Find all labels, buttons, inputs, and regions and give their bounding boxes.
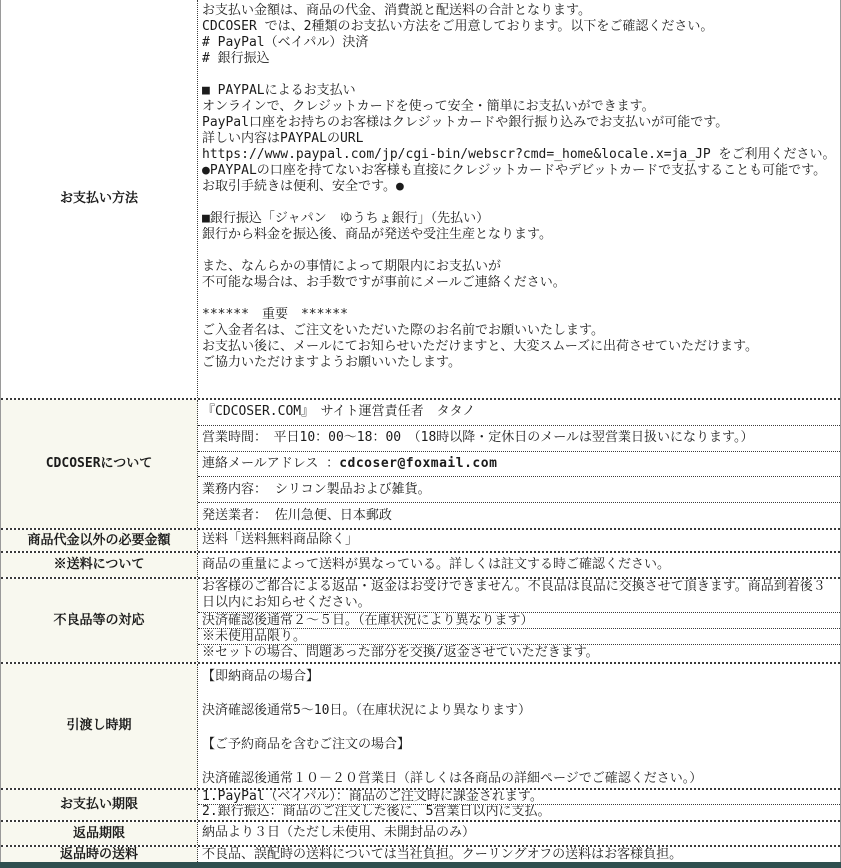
text-line: お支払い金額は、商品の代金、消費説と配送料の合計となります。 — [202, 3, 591, 18]
row-header-payment-method: お支払い方法 — [1, 0, 198, 398]
text-line: 銀行から料金を振込後、商品が発送や受注生産となります。 — [202, 227, 552, 242]
defects-processing-time: 決済確認後通常２～５日。（在庫状況により異なります） — [198, 613, 840, 629]
return-shipping-content — [198, 847, 840, 862]
row-payment-deadline — [1, 788, 840, 820]
shipping-note-content — [198, 553, 840, 577]
defects-content — [198, 579, 840, 662]
blank-line — [198, 243, 840, 259]
shipping-note-text: 商品の重量によって送料が異なっている。詳しくは註文する時ご確認ください。 — [202, 557, 671, 572]
text-line: 詳しい内容はPAYPALのURL — [202, 131, 364, 146]
business-hours-cell: 営業時間： 平日10：00～18：00 （18時以降・定休日のメールは翌営業日扱いになります。） — [198, 426, 840, 452]
text-line: 不可能な場合は、お手数ですが事前にメールご連絡ください。 — [202, 275, 566, 290]
business-description-cell: 業務内容： シリコン製品および雑貨。 — [198, 477, 840, 503]
important-note-heading: ****** 重要 ****** — [202, 307, 348, 322]
defects-set-note: ※セットの場合、問題あった部分を交換/返金させていただきます。 — [202, 645, 599, 660]
delivery-preorder-text: 決済確認後通常１０－２０営業日（詳しくは各商品の詳細ページでご確認ください。） — [202, 771, 703, 786]
footer-bar — [0, 862, 841, 868]
extra-fees-text: 送料「送料無料商品除く」 — [202, 532, 359, 547]
delivery-content — [198, 664, 840, 788]
payment-method-content — [198, 0, 840, 398]
text-line: # 銀行振込 — [202, 51, 270, 66]
row-delivery-time — [1, 662, 840, 788]
blank-line — [198, 291, 840, 307]
text-line: CDCOSER では、2種類のお支払い方法をご用意しております。以下をご確認ください。 — [202, 19, 714, 34]
row-defects-policy — [1, 577, 840, 662]
deadline-paypal: 1.PayPal（ベイパル）：商品のご注文時に課金されます。 — [198, 790, 840, 805]
shipping-carrier-cell: 発送業者： 佐川急便、日本郵政 — [202, 507, 392, 523]
payment-deadline-content — [198, 790, 840, 820]
row-extra-fees — [1, 528, 840, 551]
contact-email-label: 連絡メールアドレス ： — [202, 455, 340, 471]
return-shipping-text: 不良品、誤配時の送料については当社負担。クーリングオフの送料はお客様負担。 — [202, 847, 683, 862]
row-about-cdcoser — [1, 398, 840, 528]
blank-line — [198, 719, 840, 736]
blank-line — [198, 753, 840, 770]
row-return-shipping — [1, 845, 840, 862]
row-header-about: CDCOSERについて — [1, 400, 198, 528]
about-content — [198, 400, 840, 528]
text-line: PayPal口座をお持ちのお客様はクレジットカードや銀行振り込みでお支払いが可能です。 — [202, 115, 729, 130]
row-header-return-shipping: 返品時の送料 — [1, 847, 198, 862]
row-header-payment-deadline: お支払い期限 — [1, 790, 198, 820]
site-operator-cell: 『CDCOSER.COM』 サイト運営責任者 タタノ — [198, 400, 840, 426]
delivery-immediate-heading: 【即納商品の場合】 — [202, 669, 320, 684]
row-payment-method — [1, 0, 840, 398]
text-line: お取引手続きは便利、安全です。● — [202, 179, 404, 194]
blank-line — [198, 195, 840, 211]
contact-email-address: cdcoser@foxmail.com — [339, 455, 498, 471]
deadline-bank-transfer: 2.銀行振込：商品のご注文した後に、5営業日以内に支払。 — [202, 805, 551, 819]
return-deadline-content — [198, 822, 840, 845]
row-header-defects: 不良品等の対応 — [1, 579, 198, 662]
text-line: お支払い後に、メールにてお知らせいただけますと、大変スムーズに出荷させていただけます。 — [202, 339, 759, 354]
delivery-immediate-text: 決済確認後通常5～10日。（在庫状況により異なります） — [202, 703, 531, 718]
text-line: ■銀行振込「ジャパン ゆうちょ銀行」（先払い） — [202, 211, 490, 226]
row-return-deadline — [1, 820, 840, 845]
text-line: ご協力いただけますようお願いいたします。 — [202, 355, 461, 370]
blank-line — [198, 67, 840, 83]
text-line: ●PAYPALの口座を持てないお客様も直接にクレジットカードやデビットカードで支払することも可能です。 — [202, 163, 827, 178]
delivery-preorder-heading: 【ご予約商品を含むご注文の場合】 — [202, 737, 411, 752]
defects-unused-only-note: ※未使用品限り。 — [198, 629, 840, 645]
text-line: オンラインで、クレジットカードを使って安全・簡単にお支払いができます。 — [202, 99, 655, 114]
return-deadline-text: 納品より３日（ただし未使用、未開封品のみ） — [202, 825, 476, 840]
defects-policy-text: お客様のご都合による返品・返金はお受けできません。不良品は良品に交換させて頂きます。商品到着後３日以内にお知らせください。 — [198, 579, 840, 613]
row-header-extra-fees: 商品代金以外の必要金額 — [1, 530, 198, 551]
text-line: また、なんらかの事情によって期限内にお支払いが — [202, 259, 502, 274]
row-shipping-note — [1, 551, 840, 577]
blank-line — [198, 685, 840, 702]
row-header-delivery: 引渡し時期 — [1, 664, 198, 788]
extra-fees-content — [198, 530, 840, 551]
text-line: # PayPal（ベイパル）決済 — [202, 35, 369, 50]
contact-email-cell — [198, 452, 840, 478]
row-header-return-deadline: 返品期限 — [1, 822, 198, 845]
row-header-shipping-note: ※送料について — [1, 553, 198, 577]
text-line: ■ PAYPALによるお支払い — [202, 83, 356, 98]
text-line: ご入金者名は、ご注文をいただいた際のお名前でお願いいたします。 — [202, 323, 604, 338]
paypal-url-text: https://www.paypal.com/jp/cgi-bin/webscr?cmd=_home&locale.x=ja_JP をご利用ください。 — [202, 147, 836, 162]
